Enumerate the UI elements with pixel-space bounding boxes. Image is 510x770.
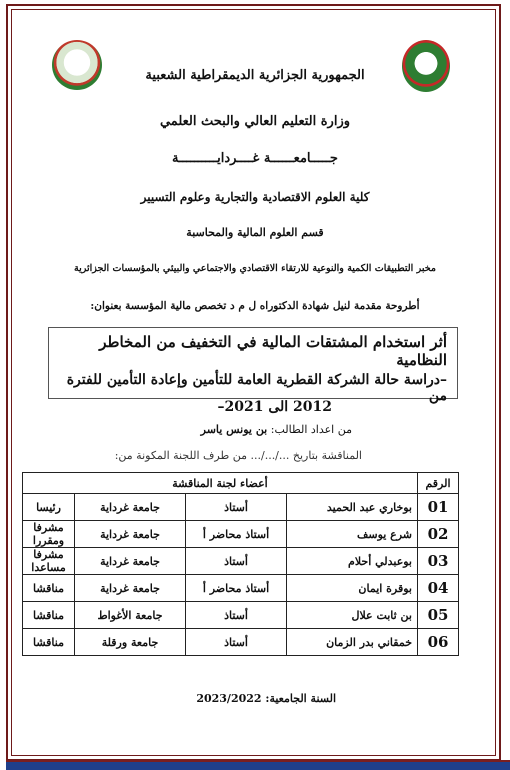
table-row xyxy=(23,521,459,548)
thesis-subtitle-end: 2012 الى 2021– xyxy=(217,399,332,415)
thesis-subtitle: –دراسة حالة الشركة القطرية العامة للتأمين وإعادة التأمين للفترة من xyxy=(66,372,447,404)
jury-role: رئيسا xyxy=(23,494,75,521)
jury-header-num: الرقم xyxy=(418,473,459,494)
defense-text: المناقشة بتاريخ .../.../... من طرف اللجنة المكونة من: xyxy=(114,449,362,462)
republic-name: الجمهورية الجزائرية الديمقراطية الشعبية xyxy=(145,68,365,83)
author-name: بن يونس ياسر xyxy=(200,423,268,436)
jury-num: 01 xyxy=(418,494,459,521)
jury-name: خمقاني بدر الزمان xyxy=(287,629,418,656)
jury-name: بوقرة ايمان xyxy=(287,575,418,602)
jury-num: 04 xyxy=(418,575,459,602)
academic-year: السنة الجامعية: 2023/2022 xyxy=(196,692,336,705)
jury-rank: أستاذ xyxy=(186,548,287,575)
author-line xyxy=(201,423,352,436)
jury-university: جامعة ورقلة xyxy=(75,629,186,656)
jury-name: بن ثابت علال xyxy=(287,602,418,629)
republic-seal-icon xyxy=(402,40,450,92)
jury-university: جامعة غرداية xyxy=(75,575,186,602)
table-row xyxy=(23,494,459,521)
faculty-name: كلية العلوم الاقتصادية والتجارية وعلوم التسيير xyxy=(140,190,370,204)
lab-name: مخبر التطبيقات الكمية والنوعية للارتقاء الاقتصادي والاجتماعي والبيئي بالمؤسسات الجزائرية xyxy=(74,263,436,274)
jury-rank: أستاذ xyxy=(186,494,287,521)
jury-name: شرع يوسف xyxy=(287,521,418,548)
jury-university: جامعة غرداية xyxy=(75,548,186,575)
department-name: قسم العلوم المالية والمحاسبة xyxy=(186,226,324,239)
jury-header-members: أعضاء لجنة المناقشة xyxy=(23,473,418,494)
table-row xyxy=(23,602,459,629)
table-row xyxy=(23,548,459,575)
jury-role: مناقشا xyxy=(23,575,75,602)
jury-university: جامعة غرداية xyxy=(75,494,186,521)
ministry-name: وزارة التعليم العالي والبحث العلمي xyxy=(159,114,351,129)
jury-rank: أستاذ محاضر أ xyxy=(186,521,287,548)
jury-num: 03 xyxy=(418,548,459,575)
jury-rank: أستاذ محاضر أ xyxy=(186,575,287,602)
jury-num: 06 xyxy=(418,629,459,656)
jury-num: 02 xyxy=(418,521,459,548)
jury-table xyxy=(22,472,459,656)
jury-name: بوخاري عبد الحميد xyxy=(287,494,418,521)
university-name: جـــــامعــــــة غــــردايــــــــــة xyxy=(172,151,338,166)
table-row xyxy=(23,629,459,656)
jury-university: جامعة غرداية xyxy=(75,521,186,548)
thesis-intro: أطروحة مقدمة لنيل شهادة الدكتوراه ل م د تخصص مالية المؤسسة بعنوان: xyxy=(90,300,420,312)
thesis-title: أثر استخدام المشتقات المالية في التخفيف من المخاطر النظامية xyxy=(99,333,447,369)
jury-role: مناقشا xyxy=(23,629,75,656)
jury-rank: أستاذ xyxy=(186,629,287,656)
jury-role: مشرفا مساعدا xyxy=(23,548,75,575)
jury-header-row xyxy=(23,473,459,494)
jury-university: جامعة الأغواط xyxy=(75,602,186,629)
thesis-title-box xyxy=(48,327,458,404)
jury-num: 05 xyxy=(418,602,459,629)
jury-role: مشرفا ومقررا xyxy=(23,521,75,548)
bottom-decor-bar xyxy=(6,760,510,770)
jury-role: مناقشا xyxy=(23,602,75,629)
jury-name: بوعبدلي أحلام xyxy=(287,548,418,575)
author-label: من اعداد الطالب: xyxy=(270,423,352,436)
jury-rank: أستاذ xyxy=(186,602,287,629)
table-row xyxy=(23,575,459,602)
